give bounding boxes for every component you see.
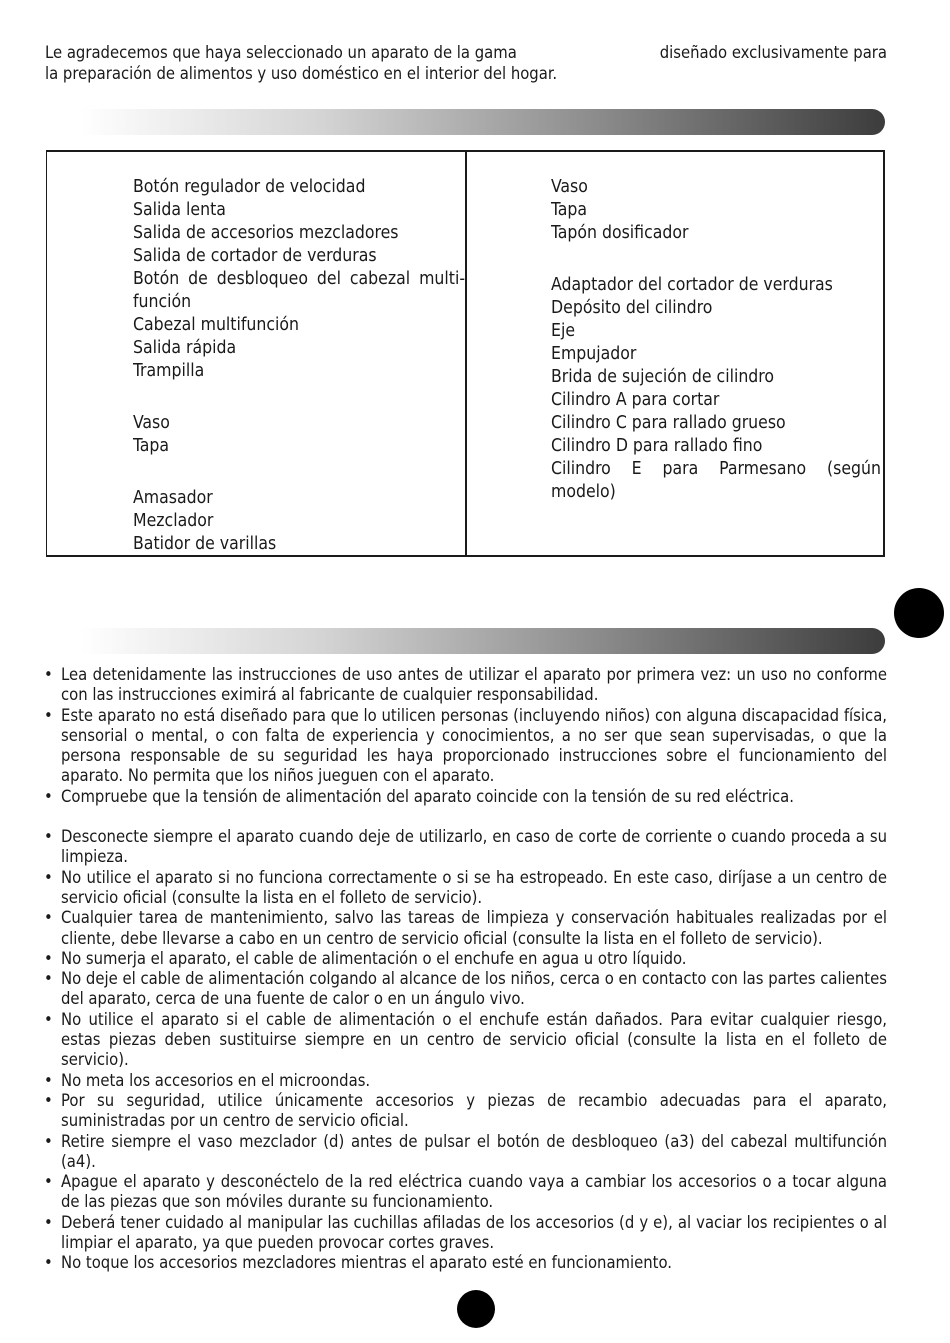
list-item [44,1091,887,1132]
parts-group-bowl [133,412,465,458]
part-item: Vaso [133,413,170,433]
list-item [44,706,887,787]
list-item-text: No toque los accesorios mezcladores mientras el aparato esté en funcionamiento. [61,1253,672,1273]
part-item: Botón regulador de velocidad [133,177,366,197]
part-item: Botón de desbloqueo del cabezal multi-función [133,269,465,312]
parts-group-motor-unit [133,176,465,383]
part-item: Tapa [133,436,170,456]
bullet-icon: • [44,786,53,806]
part-item: Salida rápida [133,338,237,358]
part-item: Tapa [551,200,588,220]
part-item: Depósito del cilindro [551,298,713,318]
language-tab-marker [894,588,944,638]
bullet-icon: • [44,1131,53,1151]
part-item: Cilindro E para Parmesano (según modelo) [551,459,881,502]
part-item: Tapón dosificador [551,223,689,243]
part-item: Cilindro A para cortar [551,390,720,410]
list-item-text: No meta los accesorios en el microondas. [61,1070,371,1090]
bullet-icon: • [44,1212,53,1232]
list-item [44,1071,887,1091]
intro-line-1 [45,42,887,63]
list-item [44,787,887,807]
bullet-icon: • [44,1172,53,1192]
list-item-text: No utilice el aparato si el cable de alimentación o el enchufe están dañados. Para evitar cualquier riesgo, estas piezas deben sustituirse siempre en un centro de servicio oficial (consulte la lista en el folleto de servicio). [61,1009,887,1070]
parts-group-vegetable-cutter [551,274,881,504]
bullet-icon: • [44,705,53,725]
list-item-text: Cualquier tarea de mantenimiento, salvo las tareas de limpieza y conservación habituales realizadas por el cliente, debe llevarse a cabo en un centro de servicio oficial (consulte la lista en el folleto de servicio). [61,908,887,948]
bullet-icon: • [44,969,53,989]
part-item: Salida de accesorios mezcladores [133,223,399,243]
list-item-text: Deberá tener cuidado al manipular las cuchillas afiladas de los accesorios (d y e), al vaciar los recipientes o al limpiar el aparato, ya que pueden provocar cortes graves. [61,1212,887,1253]
list-item [44,1213,887,1254]
bullet-icon: • [44,1090,53,1110]
intro-text-end: diseñado exclusivamente para [659,43,887,62]
part-item: Mezclador [133,511,214,531]
intro-line-2: la preparación de alimentos y uso doméstico en el interior del hogar. [45,64,558,83]
bullet-icon: • [44,665,53,684]
bullet-icon: • [44,867,53,887]
list-item [44,949,887,969]
list-item-text: Lea detenidamente las instrucciones de uso antes de utilizar el aparato por primera vez: un uso no conforme con las instrucciones eximirá al fabricante de cualquier responsabilidad. [61,665,887,705]
part-item: Cabezal multifunción [133,315,299,335]
part-item: Eje [551,321,576,341]
part-item: Amasador [133,488,213,508]
list-item [44,1172,887,1213]
part-item: Empujador [551,344,637,364]
section-header-bar-safety [80,628,885,654]
list-item-text: Compruebe que la tensión de alimentación del aparato coincide con la tensión de su red eléctrica. [61,786,794,806]
page-number-marker [457,1290,495,1328]
parts-column-right [551,176,881,533]
parts-column-left [133,176,465,585]
bullet-icon: • [44,948,53,968]
bullet-icon: • [44,1009,53,1029]
list-item-text: No sumerja el aparato, el cable de alimentación o el enchufe en agua u otro líquido. [61,948,687,968]
intro-text-start: Le agradecemos que haya seleccionado un aparato de la gama [45,43,517,62]
part-item: Salida de cortador de verduras [133,246,377,266]
parts-group-blender [551,176,881,245]
intro-paragraph [45,42,887,84]
part-item: Batidor de varillas [133,534,277,554]
part-item: Adaptador del cortador de verduras [551,275,833,295]
list-item [44,1132,887,1173]
list-item [44,827,887,868]
list-item [44,868,887,909]
bullet-icon: • [44,1070,53,1090]
part-item: Cilindro D para rallado fino [551,436,763,456]
list-item [44,1010,887,1071]
part-item: Trampilla [133,361,205,381]
list-item-text: No deje el cable de alimentación colgando al alcance de los niños, cerca o en contacto con las partes calientes del aparato, cerca de una fuente de calor o en un ángulo vivo. [61,969,887,1009]
parts-list-table [46,150,885,557]
part-item: Vaso [551,177,588,197]
part-item: Salida lenta [133,200,226,220]
safety-instructions-list [44,665,887,1274]
part-item: Cilindro C para rallado grueso [551,413,786,433]
part-item: Brida de sujeción de cilindro [551,367,775,387]
section-header-bar-description [80,109,885,135]
bullet-icon: • [44,1253,53,1273]
list-item-text: Desconecte siempre el aparato cuando deje de utilizarlo, en caso de corte de corriente o cuando proceda a su limpieza. [61,827,887,867]
list-item-text: Este aparato no está diseñado para que lo utilicen personas (incluyendo niños) con alguna discapacidad física, sensorial o mental, o con falta de experiencia y conocimientos, a no ser que sean supervisadas, o que la persona responsable de su seguridad les haya proporcionado instrucciones sobre el funcionamiento del aparato. No permita que los niños jueguen con el aparato. [61,705,887,786]
list-item [44,665,887,706]
list-item-text: Por su seguridad, utilice únicamente accesorios y piezas de recambio adecuadas para el aparato, suministradas por un centro de servicio oficial. [61,1090,887,1131]
list-item [44,1253,887,1273]
bullet-icon: • [44,908,53,928]
list-item [44,969,887,1010]
parts-group-mixing-tools [133,487,465,556]
column-divider [465,152,467,555]
bullet-icon: • [44,827,53,847]
list-item-text: Retire siempre el vaso mezclador (d) antes de pulsar el botón de desbloqueo (a3) del cabezal multifunción (a4). [61,1131,887,1171]
list-item-text: Apague el aparato y desconéctelo de la red eléctrica cuando vaya a cambiar los accesorios o a tocar alguna de las piezas que son móviles durante su funcionamiento. [61,1172,887,1212]
list-item-text: No utilice el aparato si no funciona correctamente o si se ha estropeado. En este caso, diríjase a un centro de servicio oficial (consulte la lista en el folleto de servicio). [61,867,887,907]
list-item [44,908,887,949]
